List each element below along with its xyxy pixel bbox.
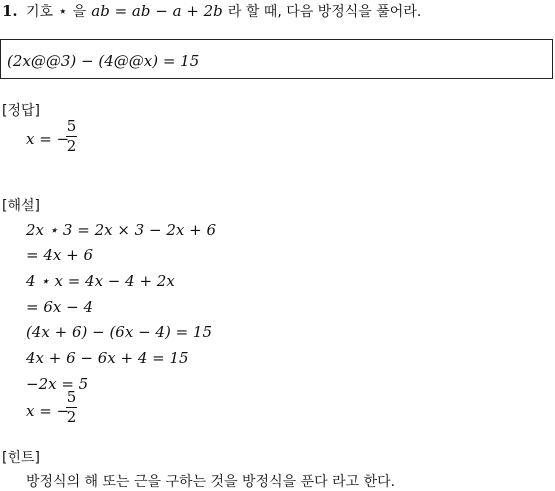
explanation-label: [해설] [2, 198, 40, 214]
step-5: (4x + 6) − (6x − 4) = 15 [26, 323, 213, 341]
final-denominator: 2 [66, 408, 77, 426]
answer-lhs: x = − [26, 130, 70, 148]
question-definition: ab = ab − a + 2b [91, 2, 223, 20]
star-symbol: ⋆ [58, 2, 68, 20]
question-text [26, 1, 421, 21]
step-2: = 4x + 6 [26, 246, 93, 264]
hint-text: 방정식의 해 또는 근을 구하는 것을 방정식을 푼다 라고 한다. [26, 474, 396, 490]
question-suffix: 라 할 때, 다음 방정식을 풀어라. [227, 4, 422, 20]
question-number: 1. [2, 2, 18, 20]
answer-label: [정답] [2, 103, 40, 119]
step-7: −2x = 5 [26, 375, 89, 393]
answer-fraction [66, 118, 77, 154]
answer-numerator: 5 [66, 117, 77, 135]
step-1: 2x ⋆ 3 = 2x × 3 − 2x + 6 [26, 221, 216, 239]
step-4: = 6x − 4 [26, 298, 93, 316]
hint-label: [힌트] [2, 450, 40, 466]
equation-text: (2x@@3) − (4@@x) = 15 [7, 52, 200, 70]
final-fraction [66, 389, 77, 425]
final-lhs: x = − [26, 402, 70, 420]
step-3: 4 ⋆ x = 4x − 4 + 2x [26, 272, 175, 290]
final-numerator: 5 [66, 388, 77, 406]
answer-denominator: 2 [66, 137, 77, 155]
question-mid: 을 [72, 4, 87, 20]
question-prefix: 기호 [26, 4, 54, 20]
step-6: 4x + 6 − 6x + 4 = 15 [26, 349, 189, 367]
